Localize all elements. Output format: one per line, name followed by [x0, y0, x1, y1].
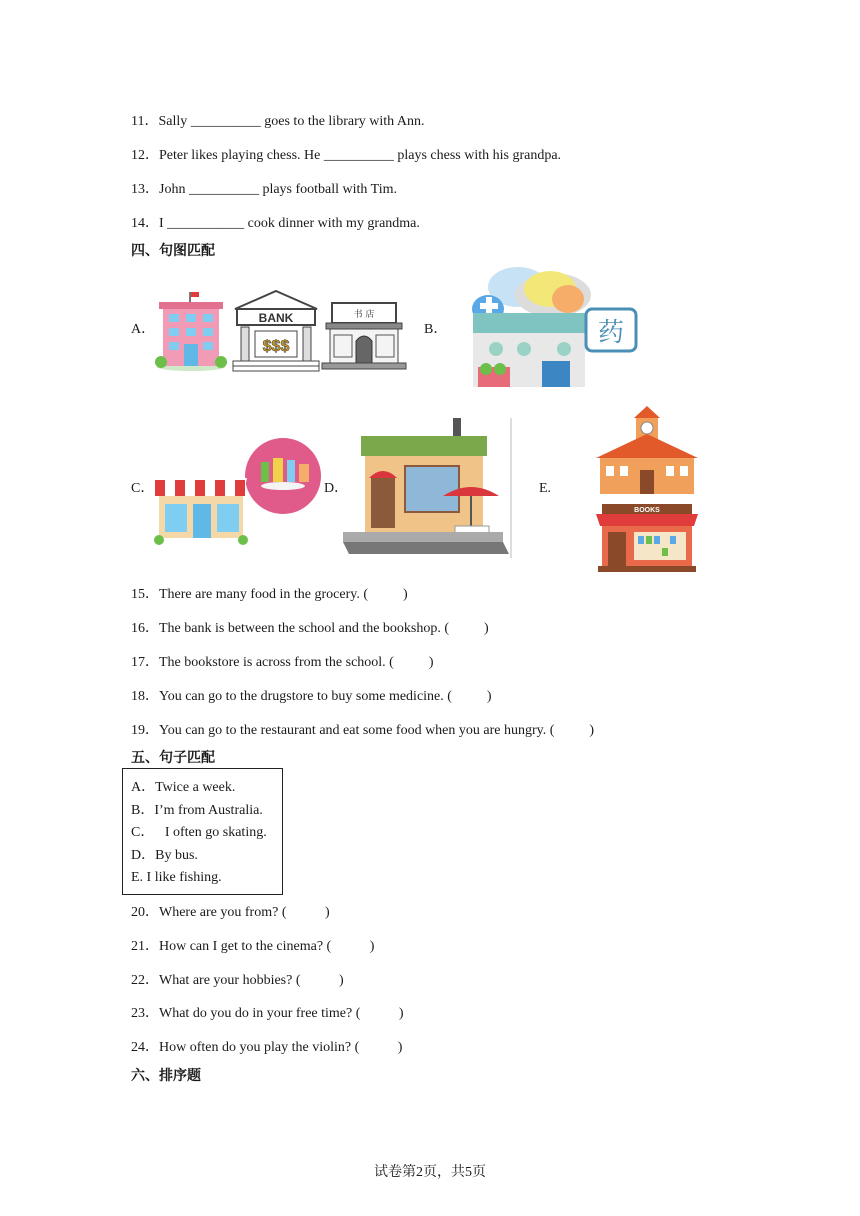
- section-6-title: 六、排序题: [131, 1068, 201, 1084]
- answer-option-b: B．I’m from Australia.: [131, 803, 263, 818]
- books-sign-text: BOOKS: [634, 507, 660, 514]
- question-22: 22．What are your hobbies? ( ): [131, 973, 344, 988]
- question-15: 15．There are many food in the grocery. ( ): [131, 587, 408, 602]
- school-building-icon: [155, 292, 227, 372]
- school-and-bookstore-icon: [594, 404, 700, 572]
- question-13: 13．John __________ plays football with Tim.: [131, 182, 398, 197]
- bookshop-sign-text: 书 店: [353, 310, 375, 320]
- option-label-b: B．: [424, 322, 448, 337]
- question-12: 12．Peter likes playing chess. He __________ plays chess with his grandpa.: [131, 148, 562, 163]
- question-16: 16．The bank is between the school and the bookshop. ( ): [131, 621, 489, 636]
- question-17: 17．The bookstore is across from the school. ( ): [131, 655, 434, 670]
- bank-sign-text: BANK: [258, 311, 294, 325]
- question-11: 11．Sally __________ goes to the library with Ann.: [131, 114, 425, 129]
- option-label-c: C．: [131, 481, 155, 496]
- option-label-a: A．: [131, 322, 156, 337]
- option-label-d: D．: [324, 481, 349, 496]
- drugstore-sign-text: 药: [597, 318, 625, 348]
- answer-option-a: A．Twice a week.: [131, 780, 236, 795]
- question-24: 24．How often do you play the violin? ( ): [131, 1040, 403, 1055]
- section-5-title: 五、句子匹配: [131, 750, 215, 766]
- drugstore-building-icon: [468, 265, 638, 395]
- question-18: 18．You can go to the drugstore to buy some medicine. ( ): [131, 689, 492, 704]
- option-label-e: E.: [539, 481, 552, 496]
- answer-options-box: [122, 768, 283, 895]
- question-23: 23．What do you do in your free time? ( ): [131, 1006, 404, 1021]
- bank-money-text: $$$: [262, 338, 290, 355]
- restaurant-building-icon: [343, 418, 515, 558]
- bookshop-building-icon: [322, 301, 406, 371]
- question-20: 20．Where are you from? ( ): [131, 905, 330, 920]
- page-footer: 试卷第2页，共5页: [374, 1165, 486, 1180]
- section-4-title: 四、句图匹配: [131, 243, 215, 259]
- answer-option-c: C． I often go skating.: [131, 825, 267, 840]
- grocery-store-icon: [153, 436, 325, 546]
- bank-building-icon: [233, 291, 319, 371]
- answer-option-d: D．By bus.: [131, 848, 198, 863]
- question-14: 14．I ___________ cook dinner with my grandma.: [131, 216, 420, 231]
- question-21: 21．How can I get to the cinema? ( ): [131, 939, 375, 954]
- question-19: 19．You can go to the restaurant and eat some food when you are hungry. ( ): [131, 723, 595, 738]
- answer-option-e: E. I like fishing.: [131, 870, 222, 885]
